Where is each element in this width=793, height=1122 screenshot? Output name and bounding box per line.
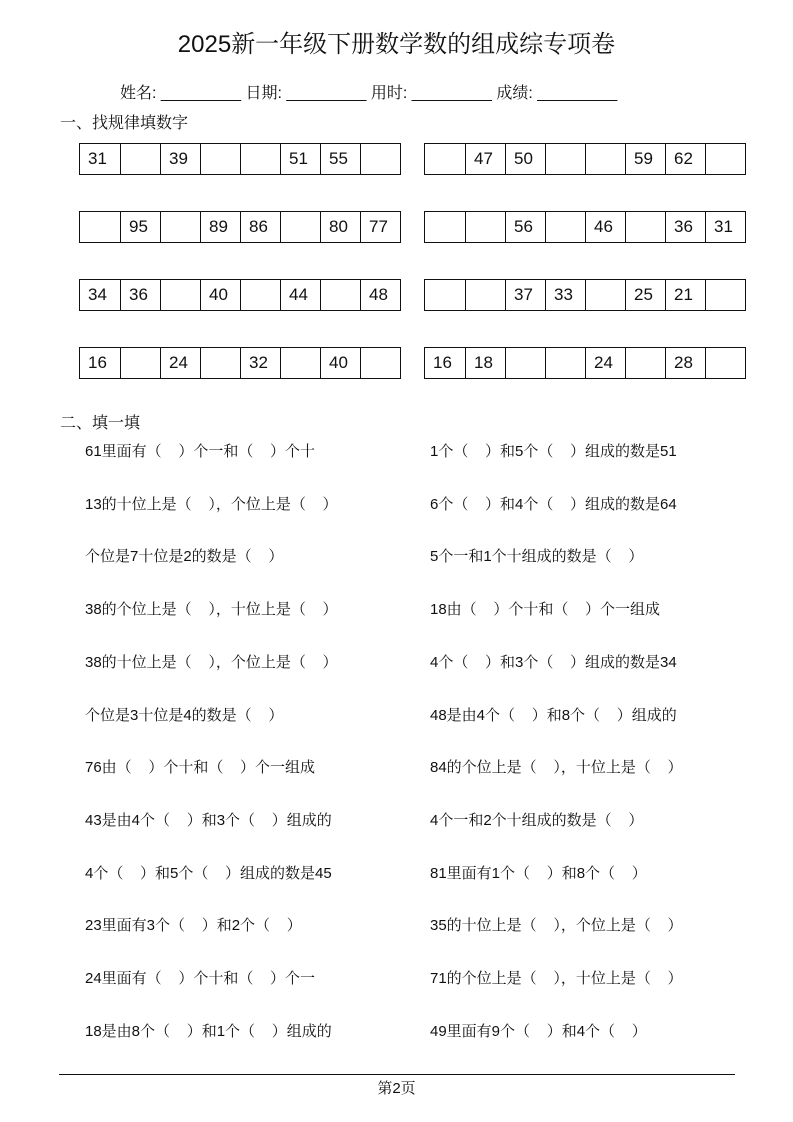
grid-cell[interactable]: 44 xyxy=(280,280,320,310)
grid-cell[interactable]: 50 xyxy=(505,144,545,174)
question-item: 13的十位上是（ ），个位上是（ ） xyxy=(85,495,338,513)
question-item: 1个（ ）和5个（ ）组成的数是51 xyxy=(430,443,677,460)
score-field[interactable]: 成绩: _________ xyxy=(496,85,618,102)
question-item: 24里面有（ ）个十和（ ）个一 xyxy=(85,970,316,987)
grid-cell[interactable] xyxy=(360,348,400,378)
question-item: 35的十位上是（ ），个位上是（ ） xyxy=(430,917,683,935)
number-grid-right xyxy=(424,211,746,243)
number-grid-right xyxy=(424,279,746,311)
question-item: 18是由8个（ ）和1个（ ）组成的 xyxy=(85,1022,332,1040)
grid-cell[interactable] xyxy=(505,348,545,378)
number-grid-right xyxy=(424,143,746,175)
grid-cell[interactable] xyxy=(585,144,625,174)
grid-cell[interactable]: 37 xyxy=(505,280,545,310)
date-field[interactable]: 日期: _________ xyxy=(245,85,367,102)
grid-cell[interactable] xyxy=(625,348,665,378)
grid-cell[interactable] xyxy=(200,144,240,174)
grid-cell[interactable]: 48 xyxy=(360,280,400,310)
info-line xyxy=(120,80,617,103)
grid-cell[interactable]: 16 xyxy=(433,353,452,372)
page-title: 2025新一年级下册数学数的组成综专项卷 xyxy=(177,31,616,58)
grid-cell[interactable] xyxy=(545,144,585,174)
question-item: 6个（ ）和4个（ ）组成的数是64 xyxy=(430,495,677,513)
grid-cell[interactable]: 32 xyxy=(240,348,280,378)
question-item: 71的个位上是（ ），十位上是（ ） xyxy=(430,970,683,987)
grid-cell[interactable]: 21 xyxy=(665,280,705,310)
grid-cell[interactable] xyxy=(545,348,585,378)
grid-cell[interactable]: 86 xyxy=(240,212,280,242)
grid-cell[interactable] xyxy=(360,144,400,174)
grid-cell[interactable]: 36 xyxy=(120,280,160,310)
grid-cell[interactable] xyxy=(425,212,465,242)
grid-cell[interactable]: 80 xyxy=(320,212,360,242)
grid-cell[interactable]: 34 xyxy=(88,285,107,304)
number-grid-left xyxy=(79,211,401,243)
grid-cell[interactable] xyxy=(240,280,280,310)
grid-cell[interactable]: 77 xyxy=(360,212,400,242)
grid-cell[interactable] xyxy=(625,212,665,242)
grid-cell[interactable] xyxy=(120,144,160,174)
question-item: 23里面有3个（ ）和2个（ ） xyxy=(85,917,302,935)
time-field[interactable]: 用时: _________ xyxy=(370,85,492,102)
grid-cell[interactable] xyxy=(280,212,320,242)
page-number: 第2页 xyxy=(377,1080,416,1097)
question-item: 个位是7十位是2的数是（ ） xyxy=(85,548,284,566)
question-item: 38的十位上是（ ），个位上是（ ） xyxy=(85,653,338,671)
grid-cell[interactable] xyxy=(320,280,360,310)
grid-cell[interactable]: 40 xyxy=(320,348,360,378)
grid-cell[interactable] xyxy=(280,348,320,378)
section1-heading: 一、找规律填数字 xyxy=(60,115,189,132)
question-item: 5个一和1个十组成的数是（ ） xyxy=(430,548,644,566)
question-item: 76由（ ）个十和（ ）个一组成 xyxy=(85,759,316,777)
grid-cell[interactable]: 18 xyxy=(465,348,505,378)
grid-cell[interactable]: 24 xyxy=(585,348,625,378)
grid-cell[interactable] xyxy=(465,280,505,310)
question-item: 4个（ ）和3个（ ）组成的数是34 xyxy=(430,653,677,671)
grid-cell[interactable] xyxy=(160,212,200,242)
grid-cell[interactable]: 28 xyxy=(665,348,705,378)
number-grid-left xyxy=(79,143,401,175)
question-item: 38的个位上是（ ），十位上是（ ） xyxy=(85,601,338,619)
grid-cell[interactable]: 16 xyxy=(88,353,107,372)
grid-cell[interactable] xyxy=(425,280,465,310)
question-item: 81里面有1个（ ）和8个（ ） xyxy=(430,864,647,882)
grid-cell[interactable] xyxy=(705,280,745,310)
grid-cell[interactable] xyxy=(425,144,465,174)
grid-cell[interactable]: 39 xyxy=(160,144,200,174)
grid-cell[interactable] xyxy=(240,144,280,174)
question-item: 个位是3十位是4的数是（ ） xyxy=(85,706,284,724)
grid-cell[interactable] xyxy=(585,280,625,310)
question-item: 61里面有（ ）个一和（ ）个十 xyxy=(85,443,316,460)
grid-cell[interactable]: 25 xyxy=(625,280,665,310)
grid-cell[interactable]: 31 xyxy=(88,149,107,168)
grid-cell[interactable]: 51 xyxy=(280,144,320,174)
question-item: 18由（ ）个十和（ ）个一组成 xyxy=(430,601,661,619)
question-item: 4个（ ）和5个（ ）组成的数是45 xyxy=(85,864,332,882)
number-grid-right xyxy=(424,347,746,379)
grid-cell[interactable]: 95 xyxy=(120,212,160,242)
section2-heading: 二、填一填 xyxy=(60,415,141,432)
grid-cell[interactable] xyxy=(705,348,745,378)
question-item: 49里面有9个（ ）和4个（ ） xyxy=(430,1022,647,1040)
grid-cell[interactable] xyxy=(200,348,240,378)
question-item: 84的个位上是（ ），十位上是（ ） xyxy=(430,759,683,777)
grid-cell[interactable] xyxy=(80,212,120,242)
grid-cell[interactable] xyxy=(120,348,160,378)
grid-cell[interactable]: 36 xyxy=(665,212,705,242)
grid-cell[interactable]: 46 xyxy=(585,212,625,242)
grid-cell[interactable] xyxy=(545,212,585,242)
grid-cell[interactable]: 56 xyxy=(505,212,545,242)
footer-divider xyxy=(59,1074,735,1075)
grid-cell[interactable]: 59 xyxy=(625,144,665,174)
grid-cell[interactable]: 33 xyxy=(545,280,585,310)
question-item: 48是由4个（ ）和8个（ ）组成的 xyxy=(430,706,677,724)
grid-cell[interactable] xyxy=(160,280,200,310)
grid-cell[interactable] xyxy=(465,212,505,242)
question-item: 43是由4个（ ）和3个（ ）组成的 xyxy=(85,811,332,829)
name-field[interactable]: 姓名: _________ xyxy=(120,85,241,102)
grid-cell[interactable]: 62 xyxy=(665,144,705,174)
grid-cell[interactable]: 40 xyxy=(200,280,240,310)
grid-cell[interactable]: 24 xyxy=(160,348,200,378)
grid-cell[interactable]: 47 xyxy=(465,144,505,174)
number-grid-left xyxy=(79,279,401,311)
grid-cell[interactable]: 55 xyxy=(320,144,360,174)
number-grid-left xyxy=(79,347,401,379)
question-item: 4个一和2个十组成的数是（ ） xyxy=(430,811,644,829)
grid-cell[interactable]: 31 xyxy=(705,212,745,242)
grid-cell[interactable]: 89 xyxy=(200,212,240,242)
grid-cell[interactable] xyxy=(705,144,745,174)
